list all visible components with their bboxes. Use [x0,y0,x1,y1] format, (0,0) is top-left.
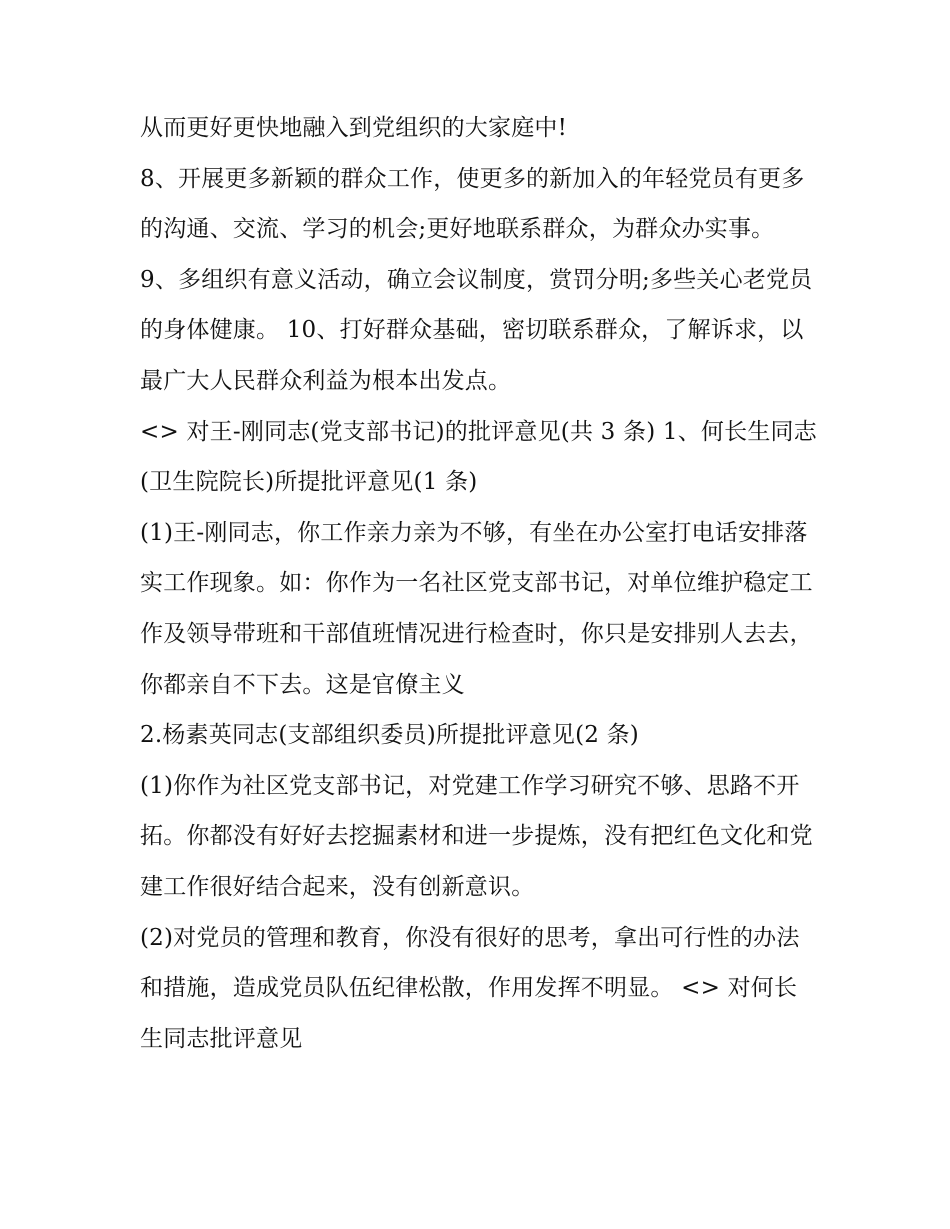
paragraph-criticism-1: (1)王-刚同志，你工作亲力亲为不够，有坐在办公室打电话安排落实工作现象。如：你作为一名社区党支部书记，对单位维护稳定工作及领导带班和干部值班情况进行检查时，你只是安排别人去去，你都亲自不下去。这是官僚主义 [140,519,813,698]
paragraph-criticism-2-2: (2)对党员的管理和教育，你没有很好的思考，拿出可行性的办法和措施，造成党员队伍纪律松散，作用发挥不明显。 <> 对何长生同志批评意见 [140,924,800,1052]
paragraph-criticism-header: <> 对王-刚同志(党支部书记)的批评意见(共 3 条) 1、何长生同志(卫生院院长)所提批评意见(1 条) [140,418,817,496]
paragraph-criticism-2-1: (1)你作为社区党支部书记，对党建工作学习研究不够、思路不开拓。你都没有好好去挖掘素材和进一步提炼，没有把红色文化和党建工作很好结合起来，没有创新意识。 [140,772,813,900]
paragraph-item-8: 8、开展更多新颖的群众工作，使更多的新加入的年轻党员有更多的沟通、交流、学习的机会;更好地联系群众，为群众办实事。 [140,165,805,243]
document-body [140,103,820,1064]
paragraph-continuation: 从而更好更快地融入到党组织的大家庭中! [140,115,568,141]
paragraph-item-9-10: 9、多组织有意义活动，确立会议制度，赏罚分明;多些关心老党员的身体健康。 10、打好群众基础，密切联系群众，了解诉求，以最广大人民群众利益为根本出发点。 [140,266,813,394]
paragraph-subheading-2: 2.杨素英同志(支部组织委员)所提批评意见(2 条) [140,722,639,749]
